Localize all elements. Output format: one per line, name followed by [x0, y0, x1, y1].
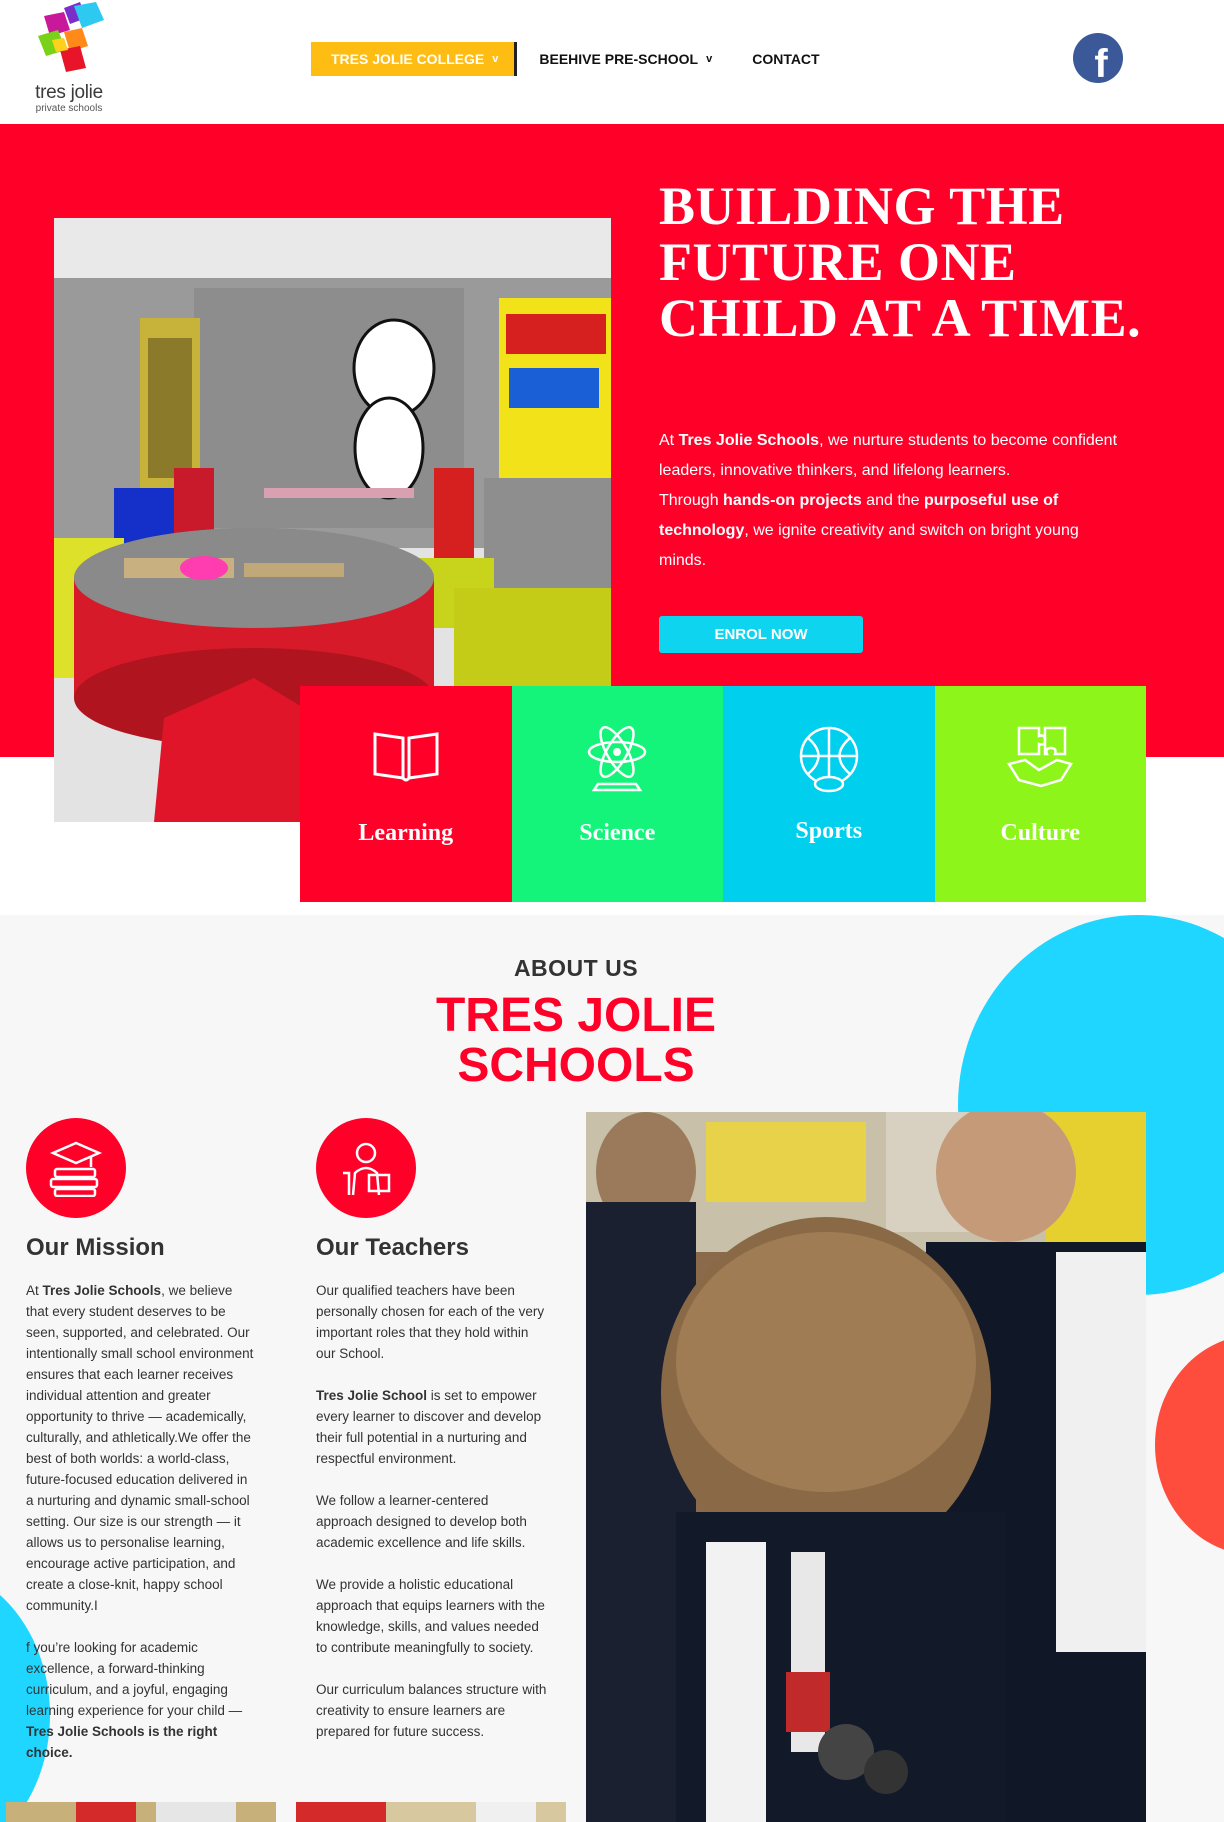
logo-mark-icon [24, 2, 114, 80]
tile-label: Science [579, 820, 656, 846]
teachers-paragraph-4: We provide a holistic educational approach that equips learners with the knowledge, skills, and values needed to contribute meaningfully to society. [316, 1577, 545, 1655]
teachers-heading: Our Teachers [316, 1234, 469, 1261]
tile-sports[interactable] [723, 686, 935, 902]
text-span: At [659, 432, 679, 449]
text-span: f you’re looking for academic excellence, a forward-thinking curriculum, and a joyful, engaging learning experience for your child — [26, 1640, 243, 1718]
tile-label: Learning [358, 820, 454, 846]
atom-icon [582, 722, 652, 792]
brand-name: tres jolie [35, 82, 103, 103]
book-icon [371, 728, 441, 784]
text-span: is set to empower every learner to discover and develop their full potential in a nurturing and respectful environment. [316, 1388, 542, 1466]
text-span: , we nurture students to become confident leaders, innovative thinkers, and lifelong learners. [659, 432, 1118, 479]
facebook-icon[interactable] [1073, 33, 1123, 83]
gallery-photo-2 [296, 1802, 566, 1822]
enrol-now-button[interactable]: ENROL NOW [659, 616, 863, 653]
graduation-books-icon [26, 1118, 126, 1218]
mission-paragraph-1 [26, 1280, 254, 1616]
teachers-paragraph-5: Our curriculum balances structure with creativity to ensure learners are prepared for future success. [316, 1682, 547, 1739]
tile-culture[interactable] [935, 686, 1147, 902]
bold-span: purposeful use of technology [659, 492, 1059, 539]
about-student-microscope-photo [586, 1112, 1146, 1822]
mission-heading: Our Mission [26, 1234, 165, 1261]
bold-span: Tres Jolie Schools [678, 432, 820, 449]
brand-tagline: private schools [35, 103, 103, 114]
tile-label: Sports [795, 818, 863, 844]
nav-item-label: TRES JOLIE COLLEGE [331, 51, 485, 67]
text-span: , we ignite creativity and switch on bright young minds. [659, 522, 1079, 569]
mission-column [26, 1118, 254, 1784]
text-span: and the [861, 492, 925, 509]
nav-item-label: CONTACT [752, 51, 820, 67]
teachers-paragraph-3: We follow a learner-centered approach designed to develop both academic excellence and life skills. [316, 1493, 527, 1550]
tile-science[interactable] [512, 686, 724, 902]
facebook-glyph: f [1094, 42, 1108, 83]
text-span: , we believe that every student deserves to be seen, supported, and celebrated. Our intentionally small school environment ensures that each learner receives individual attention and greater opportunity to thrive — academically, culturally, and athletically.We offer the best of both worlds: a world-class, future-focused education delivered in a nurturing and dynamic small-school setting. Our size is our strength — it allows us to personalise learning, encourage active participation, and create a close-knit, happy school community.I [26, 1283, 254, 1613]
nav-item-beehive-pre-school[interactable] [517, 42, 734, 76]
nav-item-contact[interactable] [734, 42, 841, 76]
about-section [0, 915, 1224, 1822]
feature-tiles [300, 686, 1146, 902]
bold-span: Tres Jolie School [316, 1388, 428, 1403]
nav-item-tres-jolie-college[interactable] [311, 42, 517, 76]
decorative-red-circle [1155, 1335, 1224, 1555]
text-span: At [26, 1283, 43, 1298]
about-kicker: ABOUT US [513, 955, 639, 981]
sports-balls-icon [794, 726, 864, 796]
tile-learning[interactable] [300, 686, 512, 902]
teachers-paragraph-1: Our qualified teachers have been personally chosen for each of the very important roles that they hold within our School. [316, 1283, 545, 1361]
teachers-paragraph-2 [316, 1385, 548, 1469]
nav-item-label: BEEHIVE PRE-SCHOOL [539, 51, 699, 67]
text-span: Through [659, 492, 724, 509]
site-header [0, 0, 1224, 124]
mission-paragraph-2 [26, 1637, 254, 1763]
puzzle-handshake-icon [1005, 724, 1075, 790]
about-title [0, 991, 1152, 1091]
bold-span: hands-on projects [723, 492, 862, 509]
brand-logo[interactable] [22, 2, 122, 117]
tile-label: Culture [1000, 820, 1081, 846]
mission-body [26, 1280, 254, 1763]
teachers-body [316, 1280, 548, 1742]
hero-paragraph-2 [659, 486, 1129, 576]
teachers-column [316, 1118, 548, 1763]
chevron-down-icon: v [706, 53, 713, 65]
hero-paragraph-1 [659, 426, 1129, 486]
gallery-photo-1 [6, 1802, 276, 1822]
hero-intro [659, 426, 1129, 576]
about-title-text: TRES JOLIE SCHOOLS [435, 989, 717, 1092]
bold-span: Tres Jolie Schools [42, 1283, 162, 1298]
chevron-down-icon: v [492, 53, 499, 65]
hero-title: BUILDING THE FUTURE ONE CHILD AT A TIME. [659, 176, 1142, 348]
bold-span: Tres Jolie Schools is the right choice. [26, 1724, 218, 1760]
main-nav [311, 42, 842, 76]
teacher-icon [316, 1118, 416, 1218]
